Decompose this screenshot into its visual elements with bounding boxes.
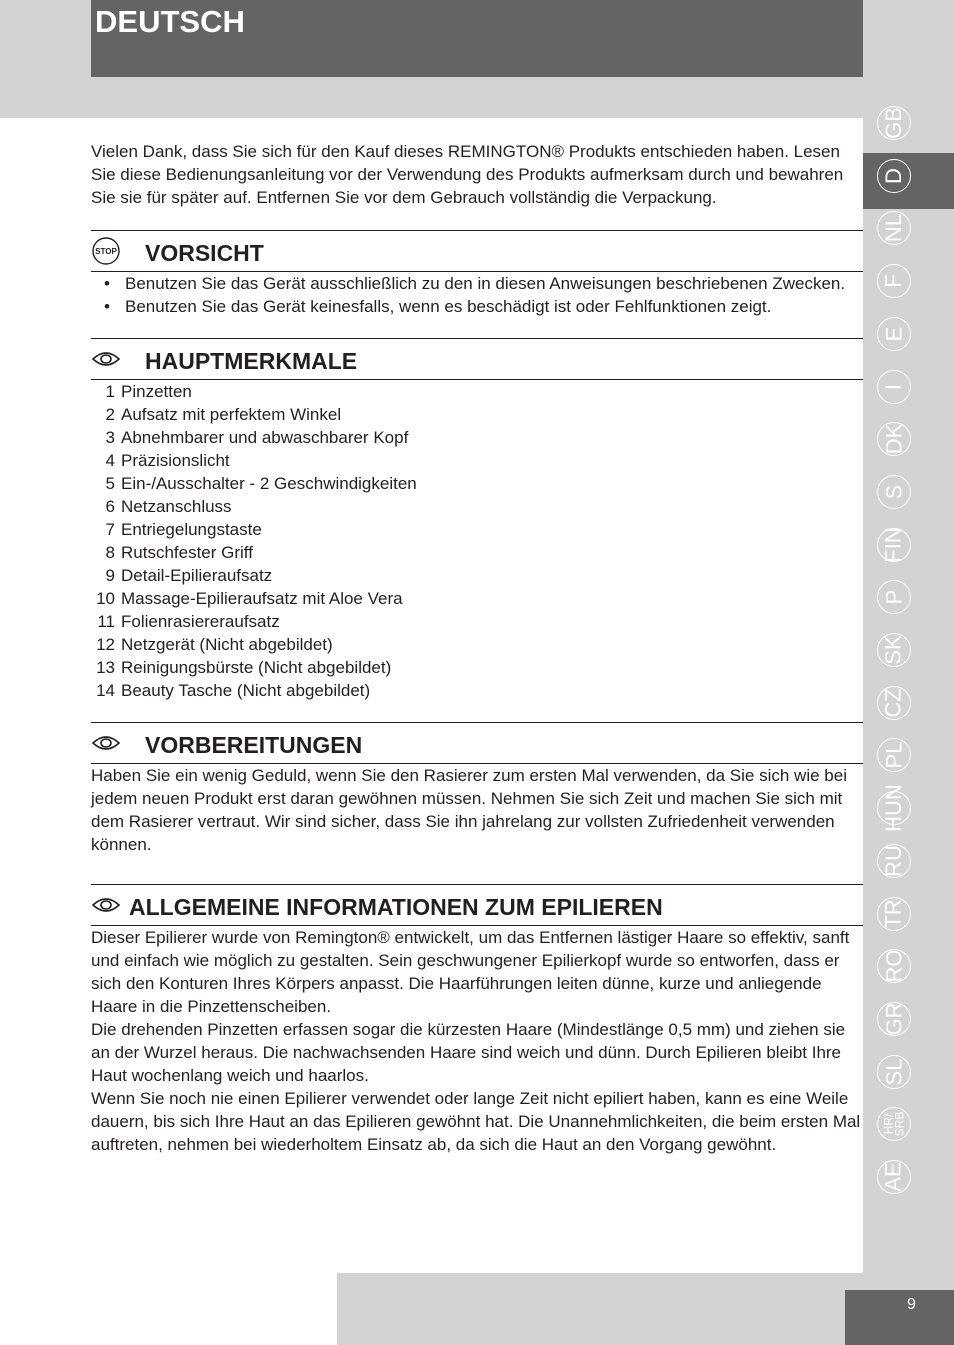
feature-text: Beauty Tasche (Nicht abgebildet) [121, 681, 371, 700]
language-tab-label: PL [880, 741, 906, 769]
header-bar [91, 0, 863, 77]
section-header [91, 230, 863, 272]
stop-icon [91, 236, 121, 266]
feature-item [91, 380, 863, 403]
feature-number: 7 [105, 520, 115, 539]
section-allgemeine [91, 884, 863, 1156]
language-tab-label: HR/ SRB [881, 1111, 906, 1137]
features-list [91, 380, 863, 702]
feature-item [91, 587, 863, 610]
feature-number: 5 [105, 474, 115, 493]
feature-number: 10 [96, 589, 115, 608]
list-item-text: Benutzen Sie das Gerät ausschließlich zu den in diesen Anweisungen beschriebenen Zwecken. [125, 274, 846, 293]
preparation-paragraph: Haben Sie ein wenig Geduld, wenn Sie den Rasierer zum ersten Mal verwenden, da Sie sich wie bei jedem neuen Produkt erst daran gewöhnen müssen. Nehmen Sie sich Zeit und machen Sie sich mit dem Rasierer vertraut. Wir sind sicher, dass Sie ihn jahrelang zur vollsten Zufriedenheit verwenden können. [91, 766, 847, 854]
eye-icon [91, 344, 121, 374]
caution-list [91, 272, 863, 318]
feature-text: Präzisionslicht [121, 451, 230, 470]
list-item-text: Benutzen Sie das Gerät keinesfalls, wenn es beschädigt ist oder Fehlfunktionen zeigt. [125, 297, 772, 316]
language-tab-nl[interactable] [877, 211, 911, 245]
language-tab-label: CZ [880, 688, 906, 718]
section-vorbereitungen [91, 722, 863, 856]
info-paragraph: Dieser Epilierer wurde von Remington® entwickelt, um das Entfernen lästiger Haare so effektiv, sanft und einfach wie möglich zu gestalten. Sein geschwungener Epilierkopf wurde so entworfen, dass er sich den Konturen Ihres Körpers anpasst. Die Haarführungen leiten dünne, kurze und anliegende Haare in die Pinzettenscheiben. [91, 928, 850, 1016]
language-tab-label: RU [881, 844, 906, 877]
section-vorsicht [91, 230, 863, 318]
feature-text: Abnehmbarer und abwaschbarer Kopf [121, 428, 409, 447]
section-title: VORSICHT [145, 239, 264, 266]
language-tab-s[interactable] [877, 475, 911, 509]
feature-number: 6 [105, 497, 115, 516]
feature-item [91, 679, 863, 702]
language-tab-label: GR [881, 1002, 906, 1036]
feature-number: 4 [105, 451, 115, 470]
language-tab-label: SK [880, 635, 906, 665]
language-tab-label: F [880, 274, 906, 288]
feature-item [91, 426, 863, 449]
feature-item [91, 495, 863, 518]
feature-text: Rutschfester Griff [121, 543, 253, 562]
feature-number: 13 [96, 658, 115, 677]
main-content [91, 140, 863, 1156]
feature-number: 2 [105, 405, 115, 424]
language-tab-ro[interactable] [877, 949, 911, 983]
section-header [91, 722, 863, 764]
language-tab-label: DK [881, 423, 906, 455]
section-title: HAUPTMERKMALE [145, 347, 358, 374]
feature-text: Netzgerät (Nicht abgebildet) [121, 635, 333, 654]
feature-text: Aufsatz mit perfektem Winkel [121, 405, 342, 424]
list-item: • Benutzen Sie das Gerät keinesfalls, wenn es beschädigt ist oder Fehlfunktionen zeigt. [104, 297, 772, 316]
language-tab-label: GB [880, 107, 906, 139]
feature-number: 1 [105, 382, 115, 401]
language-tab-p[interactable] [877, 580, 911, 614]
feature-text: Netzanschluss [121, 497, 232, 516]
feature-item [91, 656, 863, 679]
feature-item [91, 403, 863, 426]
language-tab-hr-srb[interactable] [877, 1107, 911, 1141]
language-tab-sl[interactable] [877, 1055, 911, 1089]
feature-number: 11 [97, 612, 115, 631]
language-tab-ae[interactable] [877, 1160, 911, 1194]
language-tab-label: D [880, 167, 906, 184]
language-tab-sk[interactable] [877, 633, 911, 667]
feature-item [91, 541, 863, 564]
language-tab-fin[interactable] [877, 528, 911, 562]
feature-text: Folienrasiereraufsatz [121, 612, 280, 631]
language-tab-label: P [881, 589, 906, 605]
feature-text: Ein-/Ausschalter - 2 Geschwindigkeiten [121, 474, 417, 493]
list-item: • Benutzen Sie das Gerät ausschließlich zu den in diesen Anweisungen beschriebenen Zwecken. [104, 274, 846, 293]
stop-icon-label: STOP [95, 247, 117, 256]
language-tab-label: NL [881, 214, 906, 243]
language-tab-ru[interactable] [877, 844, 911, 878]
feature-text: Reinigungsbürste (Nicht abgebildet) [121, 658, 392, 677]
feature-number: 9 [105, 566, 115, 585]
feature-text: Entriegelungstaste [121, 520, 262, 539]
language-tab-hun[interactable] [877, 784, 911, 832]
language-tab-label: RO [881, 949, 906, 983]
language-tab-tr[interactable] [877, 897, 911, 931]
info-paragraph: Die drehenden Pinzetten erfassen sogar die kürzesten Haare (Mindestlänge 0,5 mm) und ziehen sie an der Wurzel heraus. Die nachwachsenden Haare sind weich und dünn. Durch Epilieren bleibt Ihre Haut wochenlang weich und haarlos. [91, 1020, 846, 1085]
language-tab-gr[interactable] [877, 1002, 911, 1036]
section-header [91, 338, 863, 380]
language-tab-label: AE [880, 1162, 906, 1192]
language-tab-label: SL [880, 1058, 906, 1086]
language-tab-label: S [881, 484, 906, 500]
page-number-box [845, 1290, 954, 1345]
page-number: 9 [907, 1296, 916, 1313]
feature-text: Massage-Epilieraufsatz mit Aloe Vera [121, 589, 403, 608]
language-tab-f[interactable] [877, 264, 911, 298]
language-tab-d[interactable] [877, 159, 911, 193]
section-header [91, 884, 863, 926]
eye-icon [91, 890, 121, 920]
language-tab-label: I [881, 383, 906, 390]
feature-number: 12 [96, 635, 115, 654]
feature-number: 3 [105, 428, 115, 447]
language-tab-label: E [881, 326, 906, 342]
feature-number: 14 [96, 681, 115, 700]
feature-item [91, 518, 863, 541]
language-tab-label: HUN [881, 784, 907, 832]
language-tab-i[interactable] [877, 370, 911, 404]
feature-text: Pinzetten [121, 382, 192, 401]
section-title: VORBEREITUNGEN [145, 731, 363, 758]
feature-item [91, 472, 863, 495]
section-hauptmerkmale [91, 338, 863, 702]
feature-item [91, 564, 863, 587]
feature-item [91, 610, 863, 633]
language-tab-pl[interactable] [877, 738, 911, 772]
feature-item [91, 449, 863, 472]
feature-number: 8 [105, 543, 115, 562]
intro-paragraph: Vielen Dank, dass Sie sich für den Kauf dieses REMINGTON® Produkts entschieden haben. Lesen Sie diese Bedienungsanleitung vor der Verwendung des Produkts aufmerksam durch und bewahren Sie sie für später auf. Entfernen Sie vor dem Gebrauch vollständig die Verpackung. [91, 142, 844, 207]
section-title: ALLGEMEINE INFORMATIONEN ZUM EPILIEREN [129, 893, 663, 920]
language-tab-dk[interactable] [877, 422, 911, 456]
language-tabs [863, 96, 954, 1246]
eye-icon [91, 728, 121, 758]
language-tab-gb[interactable] [877, 106, 911, 140]
language-tab-cz[interactable] [877, 686, 911, 720]
language-tab-label: TR [880, 898, 906, 929]
feature-item [91, 633, 863, 656]
info-paragraph: Wenn Sie noch nie einen Epilierer verwendet oder lange Zeit nicht epiliert haben, kann es eine Weile dauern, bis sich Ihre Haut an das Epilieren gewöhnt hat. Die Unannehmlichkeiten, die beim ersten Mal auftreten, nehmen bei wiederholtem Einsatz ab, da sich die Haut an den Vorgang gewöhnt. [91, 1089, 861, 1154]
feature-text: Detail-Epilieraufsatz [121, 566, 273, 585]
page-title: DEUTSCH [95, 4, 245, 39]
bottom-white-area [0, 1273, 337, 1345]
language-tab-label: FIN [881, 526, 907, 563]
language-tab-e[interactable] [877, 317, 911, 351]
